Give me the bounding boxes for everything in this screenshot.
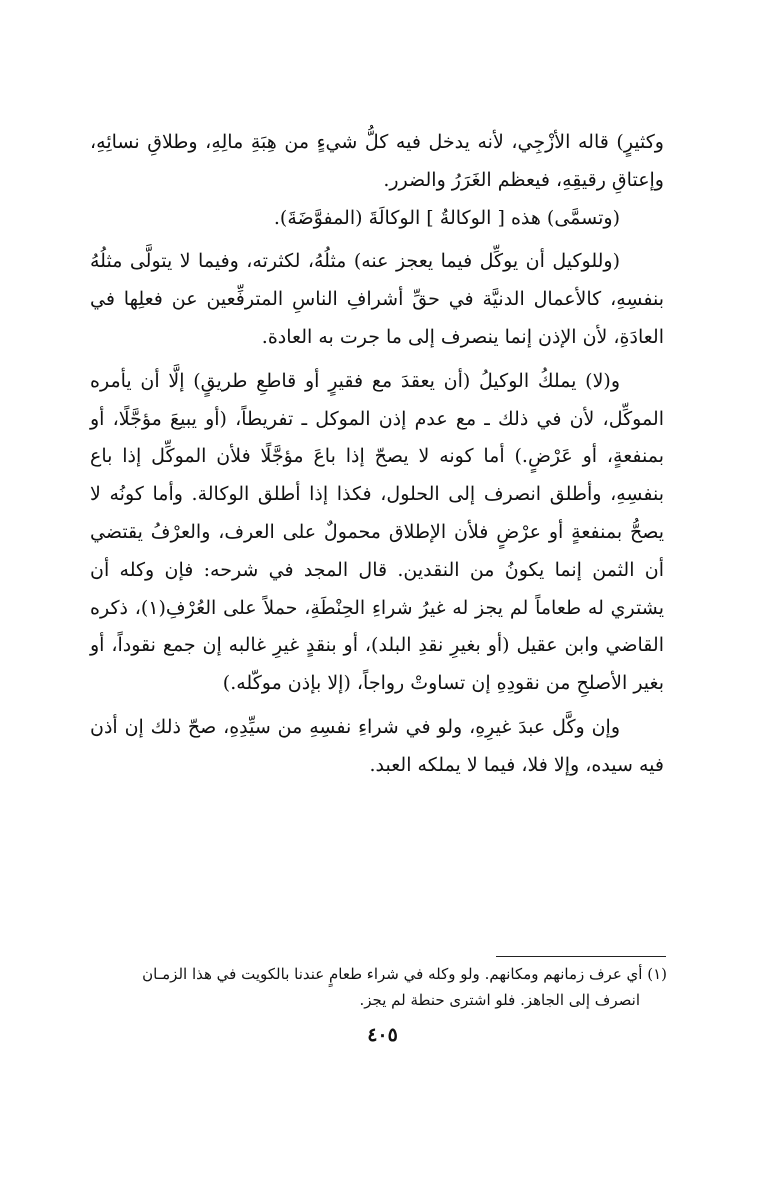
footnotes	[90, 961, 667, 1013]
paragraph-4: و(لا) يملكُ الوكيلُ (أن يعقدَ مع فقيرٍ أو قاطعِ طريقٍ) إلَّا أن يأمره الموكِّل، لأن في ذلك ـ مع عدم إذن الموكل ـ تفريطاً، (أو يبيعَ مؤجَّلًا، أو بمنفعةٍ، أو عَرْضٍ.) أما كونه لا يصحّ إذا باعَ مؤجَّلًا فلأن الموكِّل إذا باع بنفسِهِ، وأطلق انصرف إلى الحلول، فكذا إذا أطلق الوكالة. وأما كونُه لا يصحُّ بمنفعةٍ أو عرْضٍ فلأن الإطلاق محمولٌ على العرف، والعرْفُ يقتضي أن الثمن إنما يكونُ من النقدين. قال المجد في شرحه: فإن وكله أن يشتري له طعاماً لم يجز له غيرُ شراءِ الحِنْطَةِ، حملاً على العُرْفِ(١)، ذكره القاضي وابن عقيل (أو بغيرِ نقدِ البلد)، أو بنقدٍ غيرِ غالبه إن جمع نقوداً، أو بغير الأصلحِ من نقودِهِ إن تساوتْ رواجاً، (إلا بإذن موكّله.)	[90, 369, 664, 695]
footnote-divider	[496, 956, 666, 957]
footnote-1-line-2: انصرف إلى الجاهز. فلو اشترى حنطة لم يجز.	[359, 991, 640, 1009]
paragraph-1: وكثيرٍ) قاله الأزْجِي، لأنه يدخل فيه كلُّ شيءٍ من هِبَةِ مالِهِ، وطلاقِ نسائِهِ، وإعتاقِ رقيقِهِ، فيعظم الغَرَرُ والضرر.	[90, 131, 664, 191]
paragraph-5: وإن وكَّل عبدَ غيرِهِ، ولو في شراءِ نفسِهِ من سيِّدِهِ، صحّ ذلك إن أذن فيه سيده، وإلا فلا، فيما لا يملكه العبد.	[90, 715, 664, 776]
paragraph-3: (وللوكيل أن يوكِّل فيما يعجز عنه) مثلُهُ، لكثرته، وفيما لا يتولَّى مثلُهُ بنفسِهِ، كالأعمال الدنيَّة في حقِّ أشرافِ الناسِ المترفِّعين عن فعلِها في العادَةِ، لأن الإذن إنما ينصرف إلى ما جرت به العادة.	[90, 250, 664, 348]
page-number: ٤٠٥	[367, 1024, 398, 1046]
footnote-1-line-1: (١) أي عرف زمانهم ومكانهم. ولو وكله في شراء طعامٍ عندنا بالكويت في هذا الزمـان	[142, 965, 667, 983]
main-text	[90, 124, 664, 785]
paragraph-2: (وتسمَّى) هذه [ الوكالةُ ] الوكالَةَ (المفوَّضَةَ).	[273, 206, 620, 229]
